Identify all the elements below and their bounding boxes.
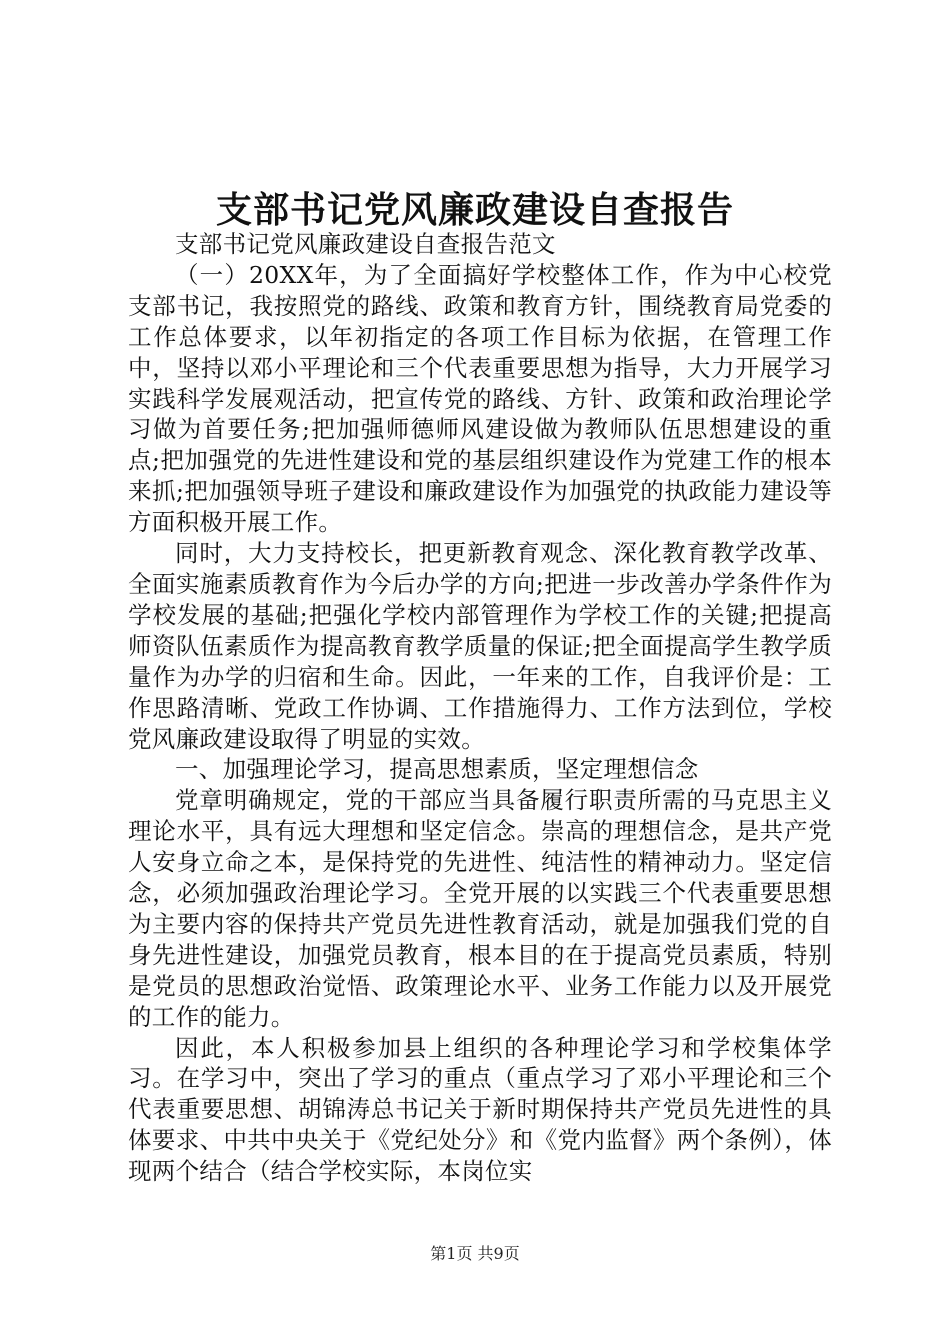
subtitle-paragraph: 支部书记党风廉政建设自查报告范文	[175, 230, 556, 258]
document-body	[128, 229, 832, 1187]
document-title: 支部书记党风廉政建设自查报告	[215, 189, 734, 231]
body-paragraph: 因此，本人积极参加县上组织的各种理论学习和学校集体学习。在学习中，突出了学习的重点（重点学习了邓小平理论和三个代表重要思想、胡锦涛总书记关于新时期保持共产党员先进性的具体要求、中共中央关于《党纪处分》和《党内监督》两个条例），体现两个结合（结合学校实际，本岗位实	[128, 1033, 832, 1186]
body-paragraph: （一）20XX年，为了全面搞好学校整体工作，作为中心校党支部书记，我按照党的路线、政策和教育方针，围绕教育局党委的工作总体要求，以年初指定的各项工作目标为依据，在管理工作中，坚持以邓小平理论和三个代表重要思想为指导，大力开展学习实践科学发展观活动，把宣传党的路线、方针、政策和政治理论学习做为首要任务;把加强师德师风建设做为教师队伍思想建设的重点;把加强党的先进性建设和党的基层组织建设作为党建工作的根本来抓;把加强领导班子建设和廉政建设作为加强党的执政能力建设等方面积极开展工作。	[128, 260, 832, 537]
body-paragraph: 同时，大力支持校长，把更新教育观念、深化教育教学改革、全面实施素质教育作为今后办学的方向;把进一步改善办学条件作为学校发展的基础;把强化学校内部管理作为学校工作的关键;把提高师资队伍素质作为提高教育教学质量的保证;把全面提高学生教学质量作为办学的归宿和生命。因此，一年来的工作，自我评价是：工作思路清晰、党政工作协调、工作措施得力、工作方法到位，学校党风廉政建设取得了明显的实效。	[128, 539, 832, 753]
page-number-footer: 第1页 共9页	[430, 1244, 520, 1263]
section-heading: 一、加强理论学习，提高思想素质，坚定理想信念	[175, 755, 699, 784]
body-paragraph: 党章明确规定，党的干部应当具备履行职责所需的马克思主义理论水平，具有远大理想和坚定信念。崇高的理想信念，是共产党人安身立命之本，是保持党的先进性、纯洁性的精神动力。坚定信念，必须加强政治理论学习。全党开展的以实践三个代表重要思想为主要内容的保持共产党员先进性教育活动，就是加强我们党的自身先进性建设，加强党员教育，根本目的在于提高党员素质，特别是党员的思想政治觉悟、政策理论水平、业务工作能力以及开展党的工作的能力。	[128, 786, 832, 1031]
